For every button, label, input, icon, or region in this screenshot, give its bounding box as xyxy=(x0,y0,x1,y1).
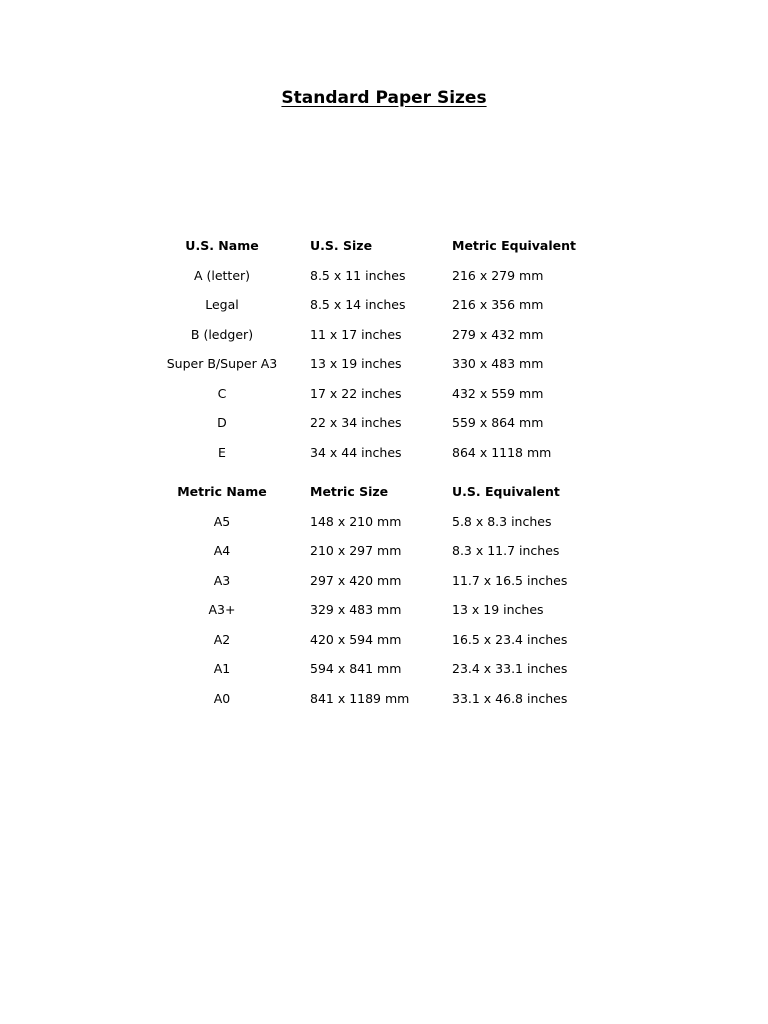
table-row xyxy=(150,625,602,655)
cell-name: A4 xyxy=(213,543,231,559)
cell-name: B (ledger) xyxy=(190,326,254,342)
cell-name: A5 xyxy=(213,513,231,529)
cell-equivalent: 216 x 279 mm xyxy=(452,267,544,283)
table-row xyxy=(150,507,602,537)
table-row xyxy=(150,261,602,291)
table-header-row xyxy=(150,231,602,261)
column-header-us-equivalent: U.S. Equivalent xyxy=(452,484,560,500)
table-row xyxy=(150,320,602,350)
table-header-row xyxy=(150,477,602,507)
cell-name: D xyxy=(217,415,227,431)
cell-size: 11 x 17 inches xyxy=(310,326,402,342)
cell-equivalent: 330 x 483 mm xyxy=(452,356,544,372)
cell-equivalent: 13 x 19 inches xyxy=(452,602,544,618)
table-row xyxy=(150,595,602,625)
table-row xyxy=(150,654,602,684)
cell-size: 17 x 22 inches xyxy=(310,385,402,401)
table-row xyxy=(150,408,602,438)
table-row xyxy=(150,566,602,596)
cell-name: A (letter) xyxy=(193,267,251,283)
cell-equivalent: 16.5 x 23.4 inches xyxy=(452,631,568,647)
cell-size: 13 x 19 inches xyxy=(310,356,402,372)
table-row xyxy=(150,684,602,714)
column-header-metric-size: Metric Size xyxy=(310,484,389,500)
cell-equivalent: 11.7 x 16.5 inches xyxy=(452,572,568,588)
table-row xyxy=(150,349,602,379)
metric-paper-sizes-table xyxy=(150,477,602,713)
cell-name: Super B/Super A3 xyxy=(166,356,278,372)
table-row xyxy=(150,379,602,409)
cell-name: A0 xyxy=(213,690,231,706)
cell-size: 297 x 420 mm xyxy=(310,572,402,588)
cell-name: A3 xyxy=(213,572,231,588)
column-header-us-name: U.S. Name xyxy=(185,238,259,254)
cell-equivalent: 864 x 1118 mm xyxy=(452,444,552,460)
cell-equivalent: 5.8 x 8.3 inches xyxy=(452,513,552,529)
column-header-us-size: U.S. Size xyxy=(310,238,373,254)
cell-size: 148 x 210 mm xyxy=(310,513,402,529)
column-header-metric-name: Metric Name xyxy=(177,484,267,500)
cell-equivalent: 216 x 356 mm xyxy=(452,297,544,313)
cell-equivalent: 33.1 x 46.8 inches xyxy=(452,690,568,706)
cell-name: Legal xyxy=(205,297,239,313)
cell-size: 210 x 297 mm xyxy=(310,543,402,559)
cell-equivalent: 23.4 x 33.1 inches xyxy=(452,661,568,677)
column-header-metric-equivalent: Metric Equivalent xyxy=(452,238,576,254)
cell-equivalent: 279 x 432 mm xyxy=(452,326,544,342)
cell-equivalent: 559 x 864 mm xyxy=(452,415,544,431)
cell-size: 34 x 44 inches xyxy=(310,444,402,460)
us-paper-sizes-table xyxy=(150,231,602,467)
cell-name: A2 xyxy=(213,631,231,647)
table-row xyxy=(150,438,602,468)
cell-equivalent: 8.3 x 11.7 inches xyxy=(452,543,560,559)
cell-size: 329 x 483 mm xyxy=(310,602,402,618)
cell-size: 841 x 1189 mm xyxy=(310,690,410,706)
cell-equivalent: 432 x 559 mm xyxy=(452,385,544,401)
table-row xyxy=(150,290,602,320)
cell-name: E xyxy=(218,444,226,460)
cell-name: A3+ xyxy=(208,602,236,618)
page-title: Standard Paper Sizes xyxy=(281,88,487,108)
cell-size: 420 x 594 mm xyxy=(310,631,402,647)
cell-size: 8.5 x 11 inches xyxy=(310,267,406,283)
cell-name: C xyxy=(217,385,227,401)
cell-size: 22 x 34 inches xyxy=(310,415,402,431)
cell-size: 594 x 841 mm xyxy=(310,661,402,677)
cell-name: A1 xyxy=(213,661,231,677)
cell-size: 8.5 x 14 inches xyxy=(310,297,406,313)
table-row xyxy=(150,536,602,566)
